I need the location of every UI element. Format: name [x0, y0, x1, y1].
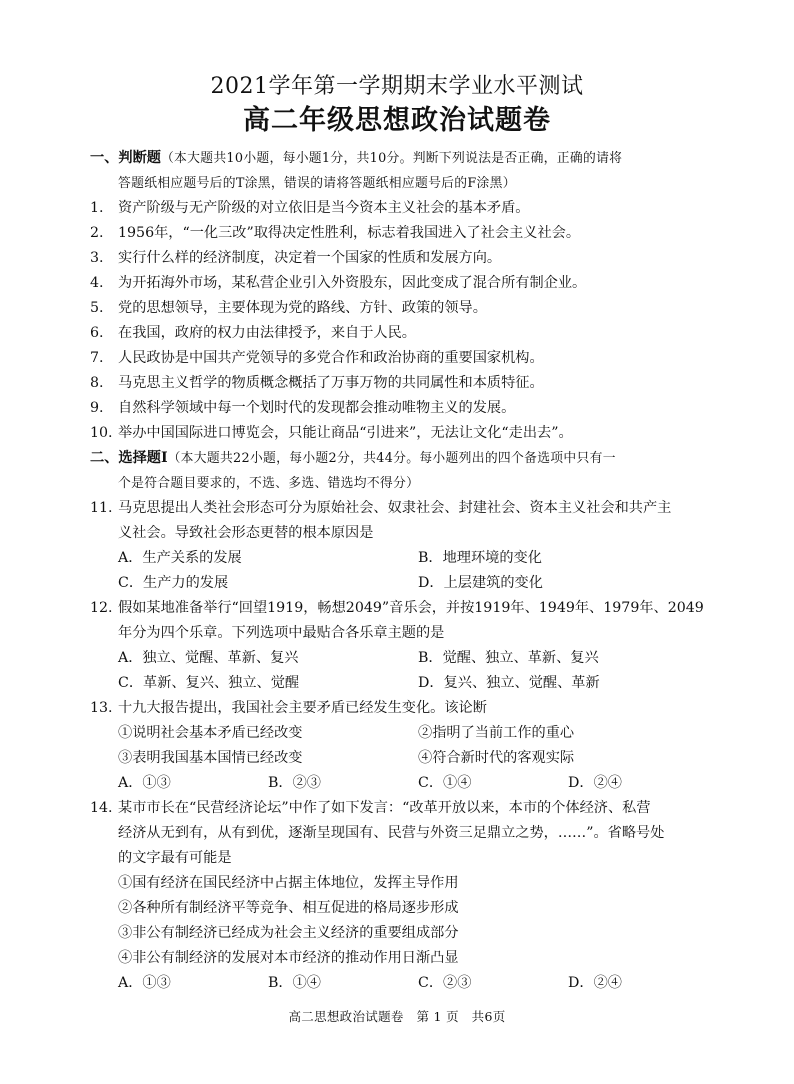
option-d: D．上层建筑的变化 [418, 575, 543, 591]
judge-item [90, 371, 720, 396]
judge-item [90, 246, 720, 271]
statement-1: ①说明社会基本矛盾已经改变 [118, 725, 303, 741]
judge-item [90, 271, 720, 296]
item-number: 8. [90, 375, 104, 391]
statement-2: ②指明了当前工作的重心 [418, 725, 575, 741]
question-13 [90, 696, 720, 721]
judge-item [90, 196, 720, 221]
question-stem: 马克思提出人类社会形态可分为原始社会、奴隶社会、封建社会、资本主义社会和共产主 [118, 500, 672, 516]
item-number: 3. [90, 250, 104, 266]
option-a: A．生产关系的发展 [118, 550, 242, 566]
question-12 [90, 596, 720, 621]
item-text: 1956年，“一化三改”取得决定性胜利，标志着我国进入了社会主义社会。 [118, 225, 581, 241]
item-number: 7. [90, 350, 104, 366]
options-row [90, 671, 720, 696]
question-14 [90, 796, 720, 821]
item-text: 马克思主义哲学的物质概念概括了万事万物的共同属性和本质特征。 [118, 375, 544, 391]
item-text: 自然科学领域中每一个划时代的发现都会推动唯物主义的发展。 [118, 400, 516, 416]
question-stem: 某市市长在“民营经济论坛”中作了如下发言：“改革开放以来，本市的个体经济、私营 [118, 800, 651, 816]
option-a: A．①③ [118, 975, 171, 991]
item-text: 举办中国国际进口博览会，只能让商品“引进来”，无法让文化“走出去”。 [118, 425, 573, 441]
option-b: B．地理环境的变化 [418, 550, 542, 566]
statement-1: ①国有经济在国民经济中占据主体地位，发挥主导作用 [118, 875, 459, 891]
item-text: 资产阶级与无产阶级的对立依旧是当今资本主义社会的基本矛盾。 [118, 200, 530, 216]
statement-4: ④符合新时代的客观实际 [418, 750, 575, 766]
option-c: C．生产力的发展 [118, 575, 229, 591]
item-text: 党的思想领导，主要体现为党的路线、方针、政策的领导。 [118, 300, 487, 316]
question-stem: 假如某地准备举行“回望1919，畅想2049”音乐会，并按1919年、1949年、1979年、2049 [118, 600, 704, 616]
section1-heading: 一、判断题 [90, 150, 161, 166]
question-number: 13. [90, 700, 113, 716]
option-c: C．①④ [418, 775, 472, 791]
section2-instructions: （本大题共22小题，每小题2分，共44分。每小题列出的四个备选项中只有一 [167, 451, 616, 466]
option-d: D．②④ [568, 775, 622, 791]
section2-heading: 二、选择题Ⅰ [90, 450, 168, 466]
option-c: C．革新、复兴、独立、觉醒 [118, 675, 300, 691]
judge-item [90, 346, 720, 371]
section1-instructions: （本大题共10小题，每小题1分，共10分。判断下列说法是否正确，正确的请将 [160, 151, 623, 166]
section1-header [90, 146, 720, 171]
question-stem-cont: 义社会。导致社会形态更替的根本原因是 [118, 525, 374, 541]
option-c: C．②③ [418, 975, 472, 991]
item-number: 2. [90, 225, 104, 241]
option-d: D．②④ [568, 975, 622, 991]
question-stem: 十九大报告提出，我国社会主要矛盾已经发生变化。该论断 [118, 700, 487, 716]
item-number: 10. [90, 425, 113, 441]
question-number: 11. [90, 500, 113, 516]
option-a: A．①③ [118, 775, 171, 791]
options-row [90, 971, 720, 996]
item-text: 为开拓海外市场，某私营企业引入外资股东，因此变成了混合所有制企业。 [118, 275, 587, 291]
question-11 [90, 496, 720, 521]
statements-row [90, 721, 720, 746]
option-a: A．独立、觉醒、革新、复兴 [118, 650, 299, 666]
section2-instructions-cont: 个是符合题目要求的，不选、多选、错选均不得分） [118, 476, 420, 491]
section1-instructions-cont: 答题纸相应题号后的T涂黑，错误的请将答题纸相应题号后的F涂黑） [118, 176, 516, 191]
options-row [90, 646, 720, 671]
question-stem-cont: 年分为四个乐章。下列选项中最贴合各乐章主题的是 [118, 625, 445, 641]
statements-row [90, 746, 720, 771]
options-row [90, 546, 720, 571]
statement-4: ④非公有制经济的发展对本市经济的推动作用日渐凸显 [118, 950, 459, 966]
statement-3: ③非公有制经济已经成为社会主义经济的重要组成部分 [118, 925, 459, 941]
item-number: 4. [90, 275, 104, 291]
exam-content [90, 146, 720, 996]
exam-title: 2021学年第一学期期末学业水平测试 [210, 74, 584, 99]
options-row [90, 771, 720, 796]
item-number: 5. [90, 300, 104, 316]
item-number: 9. [90, 400, 104, 416]
question-stem-cont: 的文字最有可能是 [118, 850, 232, 866]
option-b: B．②③ [268, 775, 321, 791]
judge-item [90, 296, 720, 321]
question-number: 12. [90, 600, 113, 616]
item-number: 6. [90, 325, 104, 341]
page-footer: 高二思想政治试题卷 第 1 页 共6页 [288, 1009, 506, 1024]
options-row [90, 571, 720, 596]
item-number: 1. [90, 200, 104, 216]
item-text: 实行什么样的经济制度，决定着一个国家的性质和发展方向。 [118, 250, 502, 266]
section2-header [90, 446, 720, 471]
judge-item [90, 396, 720, 421]
judge-item [90, 221, 720, 246]
question-number: 14. [90, 800, 113, 816]
item-text: 人民政协是中国共产党领导的多党合作和政治协商的重要国家机构。 [118, 350, 544, 366]
judge-item [90, 421, 720, 446]
judge-item [90, 321, 720, 346]
item-text: 在我国，政府的权力由法律授予，来自于人民。 [118, 325, 416, 341]
exam-subtitle: 高二年级思想政治试题卷 [243, 105, 551, 136]
option-b: B．觉醒、独立、革新、复兴 [418, 650, 599, 666]
question-stem-cont: 经济从无到有，从有到优，逐渐呈现国有、民营与外资三足鼎立之势，……”。省略号处 [118, 825, 665, 841]
option-b: B．①④ [268, 975, 321, 991]
statement-3: ③表明我国基本国情已经改变 [118, 750, 303, 766]
statement-2: ②各种所有制经济平等竞争、相互促进的格局逐步形成 [118, 900, 459, 916]
option-d: D．复兴、独立、觉醒、革新 [418, 675, 600, 691]
